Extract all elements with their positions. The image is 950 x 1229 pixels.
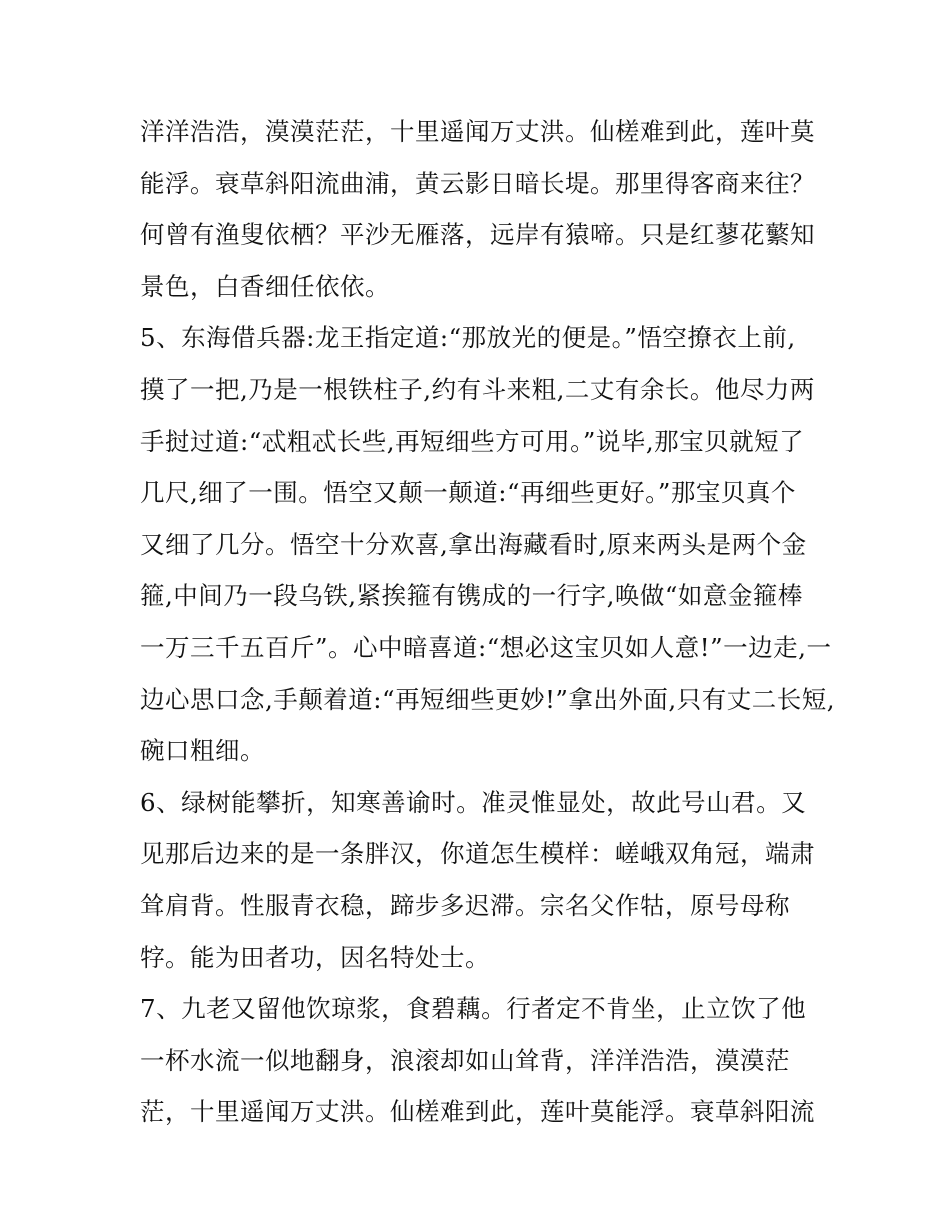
text-line: 能浮。衰草斜阳流曲浦，黄云影日暗长堤。那里得客商来往？ <box>140 168 815 198</box>
text-line: 7、九老又留他饮琼浆，食碧藕。行者定不肯坐，止立饮了他 <box>140 994 807 1024</box>
text-line: 碗口粗细。 <box>140 736 265 766</box>
text-line: 耸肩背。性服青衣稳，蹄步多迟滞。宗名父作牯，原号母称 <box>140 890 790 920</box>
text-line: 洋洋浩浩，漠漠茫茫，十里遥闻万丈洪。仙槎难到此，莲叶莫 <box>140 117 815 146</box>
text-line: 摸了一把,乃是一根铁柱子,约有斗来粗,二丈有余长。他尽力两 <box>140 374 815 404</box>
text-line: 边心思口念,手颠着道:“再短细些更妙!”拿出外面,只有丈二长短, <box>140 684 836 714</box>
text-line: 5、东海借兵器:龙王指定道:“那放光的便是。”悟空撩衣上前, <box>140 323 796 353</box>
text-line: 茫，十里遥闻万丈洪。仙槎难到此，莲叶莫能浮。衰草斜阳流 <box>140 1097 815 1127</box>
text-line: 几尺,细了一围。悟空又颠一颠道:“再细些更好。”那宝贝真个 <box>140 478 796 508</box>
text-line: 牸。能为田者功，因名特处士。 <box>140 942 490 972</box>
text-line: 见那后边来的是一条胖汉，你道怎生模样：嵯峨双角冠，端肃 <box>140 839 815 869</box>
text-line: 6、绿树能攀折，知寒善谕时。准灵惟显处，故此号山君。又 <box>140 787 807 817</box>
body-text <box>140 106 836 1138</box>
text-line: 又细了几分。悟空十分欢喜,拿出海藏看时,原来两头是两个金 <box>140 529 807 559</box>
text-line: 一万三千五百斤”。心中暗喜道:“想必这宝贝如人意!”一边走,一 <box>140 632 832 662</box>
text-line: 箍,中间乃一段乌铁,紧挨箍有镌成的一行字,唤做“如意金箍棒 <box>140 581 803 611</box>
text-line: 一杯水流一似地翻身，浪滚却如山耸背，洋洋浩浩，漠漠茫 <box>140 1045 790 1075</box>
text-line: 景色，白香细任依依。 <box>140 271 390 301</box>
text-line: 何曾有渔叟依栖？平沙无雁落，远岸有猿啼。只是红蓼花蘩知 <box>140 220 815 250</box>
text-line: 手挝过道:“忒粗忒长些,再短细些方可用。”说毕,那宝贝就短了 <box>140 426 805 456</box>
